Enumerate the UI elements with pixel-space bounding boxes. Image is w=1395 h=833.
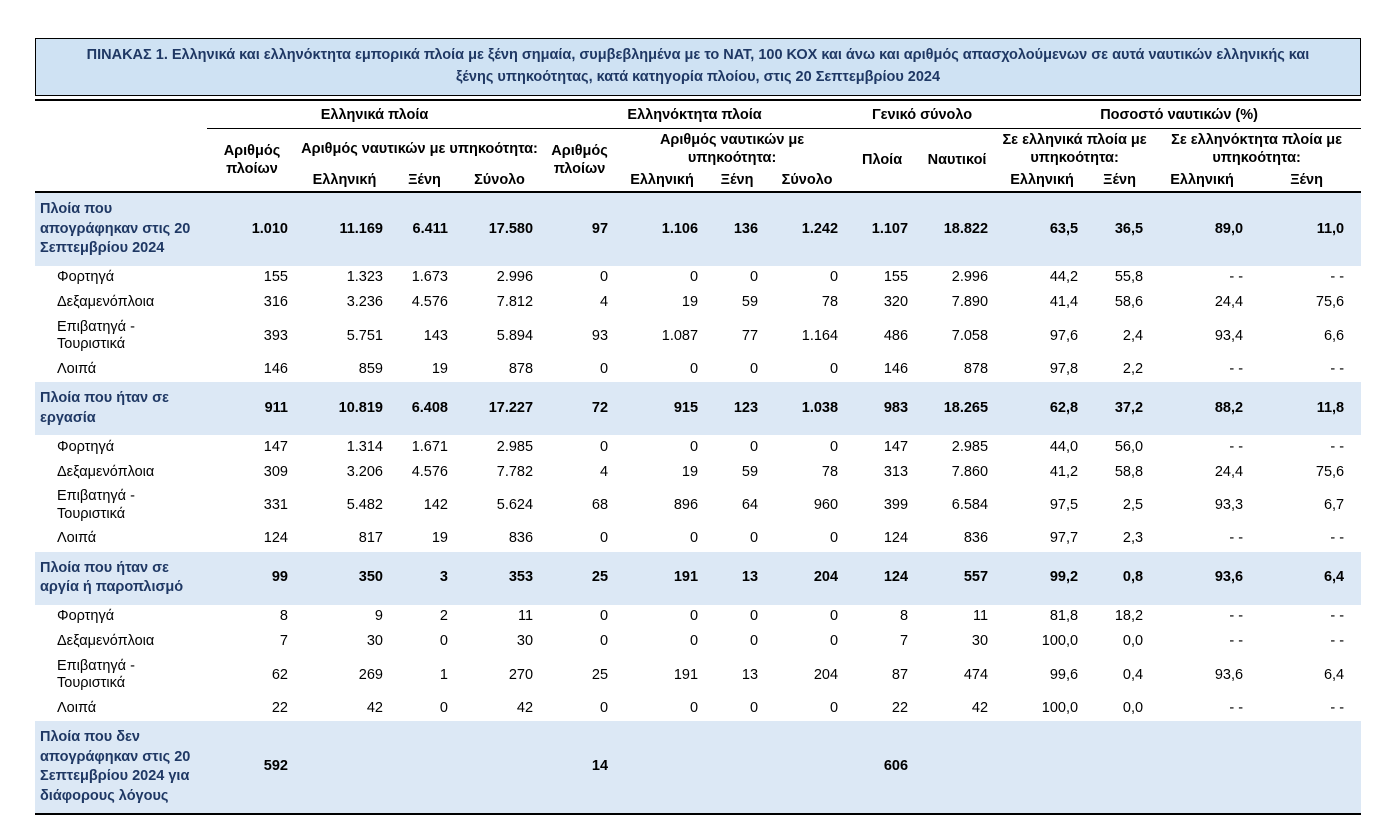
category-label: Δεξαμενόπλοια bbox=[57, 294, 155, 311]
table-header bbox=[35, 100, 1361, 193]
category-value: 0 bbox=[829, 699, 839, 716]
category-row bbox=[35, 357, 1361, 382]
category-row bbox=[35, 630, 1361, 655]
category-value: 77 bbox=[741, 327, 759, 344]
section-value: 18.822 bbox=[917, 192, 997, 266]
section-value: 25 bbox=[542, 552, 617, 605]
section-value: 17.580 bbox=[457, 192, 542, 266]
category-value: 19 bbox=[681, 294, 699, 311]
category-value: 0 bbox=[749, 699, 759, 716]
category-label: Δεξαμενόπλοια bbox=[57, 463, 155, 480]
group-header-row bbox=[35, 100, 1361, 129]
category-value: 1.673 bbox=[411, 269, 448, 286]
category-value: 97,8 bbox=[1049, 360, 1079, 377]
section-value bbox=[707, 721, 767, 814]
category-value: 5.624 bbox=[496, 497, 534, 514]
subheader-row bbox=[35, 128, 1361, 169]
category-value: 7.058 bbox=[951, 327, 989, 344]
category-value: 2,3 bbox=[1122, 530, 1144, 547]
category-value: 269 bbox=[358, 666, 383, 683]
category-value: 0 bbox=[829, 269, 839, 286]
category-value: 124 bbox=[883, 530, 909, 547]
col-header-greek-seamen-nationality: Αριθμός ναυτικών με υπηκοότητα: bbox=[297, 128, 542, 169]
category-value: 0 bbox=[689, 530, 699, 547]
category-value: 0 bbox=[439, 699, 448, 716]
section-value: 18.265 bbox=[917, 382, 997, 435]
category-value: 7.812 bbox=[496, 294, 534, 311]
section-value bbox=[997, 721, 1087, 814]
category-value: 0 bbox=[829, 530, 839, 547]
category-value: 146 bbox=[263, 360, 288, 377]
category-value: 0 bbox=[749, 530, 759, 547]
category-value: 4 bbox=[599, 294, 609, 311]
col-header-greekowned-ships-count: Αριθμός πλοίων bbox=[542, 128, 617, 192]
group-greek-ships: Ελληνικά πλοία bbox=[207, 100, 542, 129]
section-value: 911 bbox=[207, 382, 297, 435]
section-value: 1.107 bbox=[847, 192, 917, 266]
category-value: 55,8 bbox=[1114, 269, 1144, 286]
section-total-row bbox=[35, 192, 1361, 266]
section-value: 0,8 bbox=[1087, 552, 1152, 605]
category-value: 0 bbox=[749, 360, 759, 377]
category-value: 0 bbox=[829, 438, 839, 455]
category-value: 0,4 bbox=[1122, 666, 1144, 683]
category-value: - - bbox=[1229, 438, 1244, 455]
category-value: 0 bbox=[599, 633, 609, 650]
category-value: 19 bbox=[681, 463, 699, 480]
category-value: 1.164 bbox=[801, 327, 839, 344]
section-value: 37,2 bbox=[1087, 382, 1152, 435]
category-value: 204 bbox=[813, 666, 839, 683]
category-value: 320 bbox=[883, 294, 909, 311]
category-value: 11 bbox=[973, 608, 989, 625]
category-value: 0 bbox=[689, 269, 699, 286]
category-value: 58,6 bbox=[1114, 294, 1144, 311]
col-header-nationality: Ελληνική bbox=[297, 169, 392, 192]
section-value: 6.408 bbox=[392, 382, 457, 435]
category-row bbox=[35, 485, 1361, 526]
section-value: 557 bbox=[917, 552, 997, 605]
category-value: 7 bbox=[279, 633, 288, 650]
section-value: 62,8 bbox=[997, 382, 1087, 435]
category-value: 0 bbox=[829, 633, 839, 650]
col-header-total-ships: Πλοία bbox=[847, 128, 917, 192]
category-label: Λοιπά bbox=[57, 530, 97, 547]
category-value: - - bbox=[1229, 633, 1244, 650]
category-value: - - bbox=[1330, 360, 1345, 377]
section-value: 10.819 bbox=[297, 382, 392, 435]
category-value: - - bbox=[1229, 699, 1244, 716]
category-value: 0 bbox=[689, 699, 699, 716]
section-value: 136 bbox=[707, 192, 767, 266]
category-value: 1.087 bbox=[661, 327, 699, 344]
statistics-table bbox=[35, 99, 1361, 816]
category-value: 7 bbox=[899, 633, 909, 650]
category-value: 1.671 bbox=[411, 438, 448, 455]
group-grand-total: Γενικό σύνολο bbox=[847, 100, 997, 129]
col-header-nationality: Ελληνική bbox=[1152, 169, 1252, 192]
section-label: Πλοία που ήταν σε εργασία bbox=[35, 382, 207, 435]
section-label: Πλοία που ήταν σε αργία ή παροπλισμό bbox=[35, 552, 207, 605]
category-value: 68 bbox=[591, 497, 609, 514]
category-row bbox=[35, 291, 1361, 316]
section-value: 99,2 bbox=[997, 552, 1087, 605]
category-value: 0 bbox=[689, 633, 699, 650]
col-header-nationality: Σύνολο bbox=[767, 169, 847, 192]
section-value: 17.227 bbox=[457, 382, 542, 435]
category-value: 0,0 bbox=[1122, 699, 1144, 716]
category-row bbox=[35, 266, 1361, 291]
category-value: 7.890 bbox=[951, 294, 989, 311]
category-value: 25 bbox=[591, 666, 609, 683]
section-value: 123 bbox=[707, 382, 767, 435]
category-value: 59 bbox=[741, 294, 759, 311]
col-header-greek-ships-count: Αριθμός πλοίων bbox=[207, 128, 297, 192]
category-row bbox=[35, 435, 1361, 460]
category-value: 0 bbox=[749, 269, 759, 286]
category-value: 2,4 bbox=[1122, 327, 1144, 344]
category-value: 97,7 bbox=[1049, 530, 1079, 547]
category-value: 5.751 bbox=[346, 327, 383, 344]
category-value: 59 bbox=[741, 463, 759, 480]
category-value: 93,4 bbox=[1214, 327, 1244, 344]
category-value: 0 bbox=[439, 633, 448, 650]
category-value: 42 bbox=[971, 699, 989, 716]
category-label: Φορτηγά bbox=[57, 269, 115, 286]
section-value: 11,0 bbox=[1252, 192, 1361, 266]
section-value: 350 bbox=[297, 552, 392, 605]
category-value: 30 bbox=[516, 633, 534, 650]
category-value: 42 bbox=[366, 699, 383, 716]
category-value: 19 bbox=[431, 360, 448, 377]
category-value: 0 bbox=[749, 438, 759, 455]
section-label: Πλοία που απογράφηκαν στις 20 Σεπτεμβρίου 2024 bbox=[35, 192, 207, 266]
section-value: 93,6 bbox=[1152, 552, 1252, 605]
category-value: 1.323 bbox=[346, 269, 383, 286]
category-value: 41,2 bbox=[1049, 463, 1079, 480]
col-header-nationality: Ξένη bbox=[1087, 169, 1152, 192]
section-value: 13 bbox=[707, 552, 767, 605]
section-value: 3 bbox=[392, 552, 457, 605]
category-value: 78 bbox=[821, 463, 839, 480]
category-label: Επιβατηγά - Τουριστικά bbox=[57, 657, 135, 692]
category-value: 147 bbox=[263, 438, 288, 455]
table-body bbox=[35, 192, 1361, 814]
category-value: 97,6 bbox=[1049, 327, 1079, 344]
group-seamen-percentage: Ποσοστό ναυτικών (%) bbox=[997, 100, 1361, 129]
category-value: 0,0 bbox=[1122, 633, 1144, 650]
category-value: 44,2 bbox=[1049, 269, 1079, 286]
col-header-nationality: Ξένη bbox=[707, 169, 767, 192]
category-value: - - bbox=[1229, 530, 1244, 547]
category-value: 24,4 bbox=[1214, 463, 1244, 480]
category-value: 2.996 bbox=[496, 269, 534, 286]
category-value: - - bbox=[1229, 360, 1244, 377]
col-header-nationality: Ξένη bbox=[1252, 169, 1361, 192]
category-value: 42 bbox=[516, 699, 534, 716]
category-value: 147 bbox=[883, 438, 909, 455]
section-value: 124 bbox=[847, 552, 917, 605]
section-value bbox=[457, 721, 542, 814]
section-value: 1.242 bbox=[767, 192, 847, 266]
section-value bbox=[1252, 721, 1361, 814]
category-value: 0 bbox=[599, 269, 609, 286]
row-label-column-header bbox=[35, 100, 207, 193]
section-value: 983 bbox=[847, 382, 917, 435]
section-value: 63,5 bbox=[997, 192, 1087, 266]
category-value: 24,4 bbox=[1214, 294, 1244, 311]
section-total-row bbox=[35, 552, 1361, 605]
category-value: 6.584 bbox=[951, 497, 989, 514]
category-label: Επιβατηγά - Τουριστικά bbox=[57, 318, 135, 353]
section-value bbox=[617, 721, 707, 814]
category-value: 11 bbox=[517, 608, 534, 625]
category-value: 2,5 bbox=[1122, 497, 1144, 514]
category-value: 0 bbox=[749, 608, 759, 625]
section-value: 1.106 bbox=[617, 192, 707, 266]
section-value: 36,5 bbox=[1087, 192, 1152, 266]
section-value: 97 bbox=[542, 192, 617, 266]
section-value: 1.038 bbox=[767, 382, 847, 435]
category-label: Φορτηγά bbox=[57, 438, 115, 455]
section-value: 353 bbox=[457, 552, 542, 605]
category-value: 878 bbox=[963, 360, 989, 377]
section-value bbox=[1087, 721, 1152, 814]
category-value: 6,4 bbox=[1323, 666, 1345, 683]
section-value: 6,4 bbox=[1252, 552, 1361, 605]
category-value: 30 bbox=[971, 633, 989, 650]
section-value: 191 bbox=[617, 552, 707, 605]
category-value: 960 bbox=[813, 497, 839, 514]
category-value: 19 bbox=[431, 530, 448, 547]
category-value: 2.985 bbox=[951, 438, 989, 455]
group-greekowned-ships: Ελληνόκτητα πλοία bbox=[542, 100, 847, 129]
category-value: 896 bbox=[673, 497, 699, 514]
category-value: 817 bbox=[358, 530, 383, 547]
section-value: 11,8 bbox=[1252, 382, 1361, 435]
category-value: 4.576 bbox=[411, 294, 448, 311]
category-value: - - bbox=[1229, 608, 1244, 625]
section-value: 72 bbox=[542, 382, 617, 435]
col-header-nationality: Ελληνική bbox=[617, 169, 707, 192]
category-label: Επιβατηγά - Τουριστικά bbox=[57, 488, 135, 522]
section-value: 204 bbox=[767, 552, 847, 605]
category-value: 859 bbox=[358, 360, 383, 377]
col-header-total-seamen: Ναυτικοί bbox=[917, 128, 997, 192]
category-value: 6,7 bbox=[1323, 497, 1345, 514]
category-value: 87 bbox=[891, 666, 909, 683]
category-value: 0 bbox=[599, 699, 609, 716]
category-value: 22 bbox=[891, 699, 909, 716]
section-value: 6.411 bbox=[392, 192, 457, 266]
category-label: Φορτηγά bbox=[57, 608, 115, 625]
category-row bbox=[35, 605, 1361, 630]
category-value: 56,0 bbox=[1114, 438, 1144, 455]
table-title: ΠΙΝΑΚΑΣ 1. Ελληνικά και ελληνόκτητα εμπορικά πλοία με ξένη σημαία, συμβεβλημένα με το ΝΑΤ, 100 ΚΟΧ και άνω και αριθμός απασχολούμενων σε αυτά ναυτικών ελληνικής και ξένης υπηκοότητας, κατά κατηγορία πλοίου, στις 20 Σεπτεμβρίου 2024 bbox=[35, 38, 1361, 96]
category-row bbox=[35, 527, 1361, 552]
category-value: 4 bbox=[599, 463, 609, 480]
category-value: 93,6 bbox=[1214, 666, 1244, 683]
category-value: 0 bbox=[599, 530, 609, 547]
col-header-pct-greekowned-ships: Σε ελληνόκτητα πλοία με υπηκοότητα: bbox=[1152, 128, 1361, 169]
category-value: 309 bbox=[263, 463, 288, 480]
category-value: 100,0 bbox=[1041, 699, 1079, 716]
category-value: - - bbox=[1229, 269, 1244, 286]
category-value: 2 bbox=[439, 608, 448, 625]
section-value: 915 bbox=[617, 382, 707, 435]
category-value: 0 bbox=[749, 633, 759, 650]
section-value bbox=[917, 721, 997, 814]
category-label: Λοιπά bbox=[57, 360, 97, 377]
section-total-row bbox=[35, 382, 1361, 435]
category-value: 143 bbox=[423, 327, 448, 344]
category-label: Λοιπά bbox=[57, 699, 97, 716]
category-row bbox=[35, 655, 1361, 696]
category-row bbox=[35, 696, 1361, 721]
col-header-greekowned-seamen-nationality: Αριθμός ναυτικών με υπηκοότητα: bbox=[617, 128, 847, 169]
category-value: 313 bbox=[883, 463, 909, 480]
category-value: 93,3 bbox=[1214, 497, 1244, 514]
section-value: 89,0 bbox=[1152, 192, 1252, 266]
category-value: - - bbox=[1330, 530, 1345, 547]
category-value: 4.576 bbox=[411, 463, 448, 480]
section-value: 1.010 bbox=[207, 192, 297, 266]
category-value: 836 bbox=[508, 530, 534, 547]
section-value: 11.169 bbox=[297, 192, 392, 266]
category-value: 0 bbox=[599, 608, 609, 625]
category-row bbox=[35, 316, 1361, 357]
category-value: 44,0 bbox=[1049, 438, 1079, 455]
category-value: 316 bbox=[263, 294, 288, 311]
section-value bbox=[1152, 721, 1252, 814]
category-value: 6,6 bbox=[1323, 327, 1345, 344]
category-value: 331 bbox=[263, 497, 288, 514]
category-value: - - bbox=[1330, 269, 1345, 286]
category-value: - - bbox=[1330, 633, 1345, 650]
category-value: 486 bbox=[883, 327, 909, 344]
category-value: 155 bbox=[883, 269, 909, 286]
category-value: 13 bbox=[741, 666, 759, 683]
category-value: 58,8 bbox=[1114, 463, 1144, 480]
category-value: 100,0 bbox=[1041, 633, 1079, 650]
category-value: 0 bbox=[689, 438, 699, 455]
category-value: 3.206 bbox=[346, 463, 383, 480]
category-value: 2.996 bbox=[951, 269, 989, 286]
col-header-nationality: Ξένη bbox=[392, 169, 457, 192]
category-value: 1 bbox=[439, 666, 448, 683]
category-value: 2.985 bbox=[496, 438, 534, 455]
category-label: Δεξαμενόπλοια bbox=[57, 633, 155, 650]
category-value: - - bbox=[1330, 608, 1345, 625]
category-value: 18,2 bbox=[1114, 608, 1144, 625]
section-label: Πλοία που δεν απογράφηκαν στις 20 Σεπτεμβρίου 2024 για διάφορους λόγους bbox=[35, 721, 207, 814]
category-row bbox=[35, 460, 1361, 485]
category-value: 5.482 bbox=[346, 497, 383, 514]
section-total-row bbox=[35, 721, 1361, 814]
category-value: 93 bbox=[591, 327, 609, 344]
section-value bbox=[392, 721, 457, 814]
section-value: 14 bbox=[542, 721, 617, 814]
category-value: 0 bbox=[599, 360, 609, 377]
category-value: 836 bbox=[963, 530, 989, 547]
section-value bbox=[767, 721, 847, 814]
category-value: 99,6 bbox=[1049, 666, 1079, 683]
section-value: 606 bbox=[847, 721, 917, 814]
section-value: 99 bbox=[207, 552, 297, 605]
category-value: 474 bbox=[963, 666, 989, 683]
category-value: 0 bbox=[689, 608, 699, 625]
col-header-nationality: Σύνολο bbox=[457, 169, 542, 192]
category-value: 0 bbox=[599, 438, 609, 455]
category-value: 9 bbox=[374, 608, 383, 625]
col-header-nationality: Ελληνική bbox=[997, 169, 1087, 192]
category-value: 75,6 bbox=[1315, 463, 1345, 480]
category-value: 8 bbox=[279, 608, 288, 625]
category-value: 0 bbox=[829, 360, 839, 377]
category-value: 1.314 bbox=[346, 438, 383, 455]
category-value: 22 bbox=[271, 699, 288, 716]
category-value: 64 bbox=[741, 497, 759, 514]
category-value: 30 bbox=[366, 633, 383, 650]
category-value: - - bbox=[1330, 699, 1345, 716]
category-value: 75,6 bbox=[1315, 294, 1345, 311]
section-value bbox=[297, 721, 392, 814]
document-page bbox=[35, 38, 1361, 815]
category-value: 393 bbox=[263, 327, 288, 344]
category-value: 3.236 bbox=[346, 294, 383, 311]
section-value: 592 bbox=[207, 721, 297, 814]
category-value: 5.894 bbox=[496, 327, 534, 344]
category-value: 399 bbox=[883, 497, 909, 514]
category-value: - - bbox=[1330, 438, 1345, 455]
category-value: 146 bbox=[883, 360, 909, 377]
category-value: 191 bbox=[673, 666, 699, 683]
category-value: 97,5 bbox=[1049, 497, 1079, 514]
category-value: 878 bbox=[508, 360, 534, 377]
category-value: 0 bbox=[829, 608, 839, 625]
category-value: 41,4 bbox=[1049, 294, 1079, 311]
col-header-pct-greek-ships: Σε ελληνικά πλοία με υπηκοότητα: bbox=[997, 128, 1152, 169]
category-value: 8 bbox=[899, 608, 909, 625]
category-value: 124 bbox=[263, 530, 288, 547]
category-value: 7.860 bbox=[951, 463, 989, 480]
category-value: 62 bbox=[271, 666, 288, 683]
category-value: 81,8 bbox=[1049, 608, 1079, 625]
section-value: 88,2 bbox=[1152, 382, 1252, 435]
category-value: 78 bbox=[821, 294, 839, 311]
category-value: 7.782 bbox=[496, 463, 534, 480]
category-value: 142 bbox=[423, 497, 448, 514]
category-value: 2,2 bbox=[1122, 360, 1144, 377]
category-value: 155 bbox=[263, 269, 288, 286]
category-value: 270 bbox=[508, 666, 534, 683]
category-value: 0 bbox=[689, 360, 699, 377]
